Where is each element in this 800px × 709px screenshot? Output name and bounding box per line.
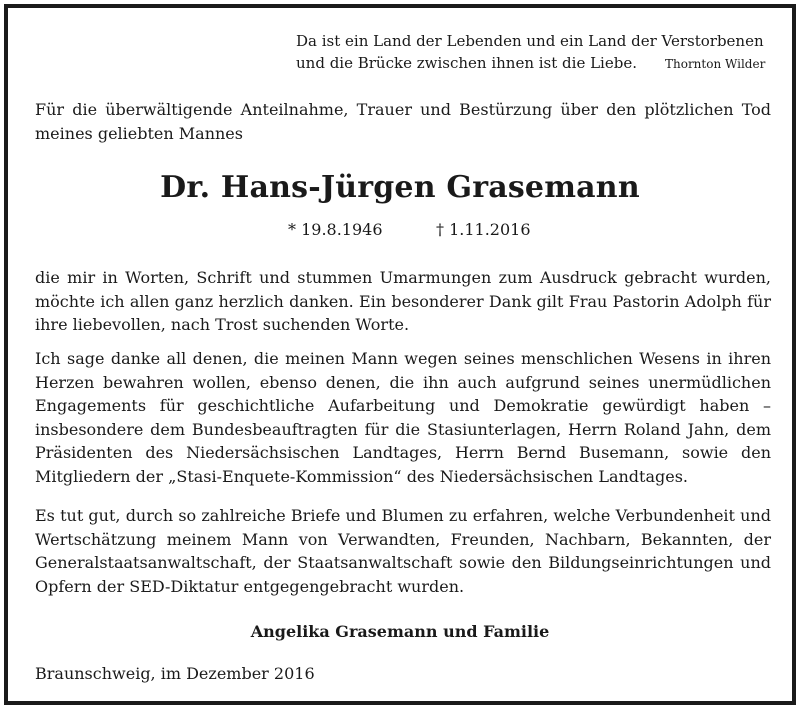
birth-date: * 19.8.1946 bbox=[288, 220, 383, 239]
intro-paragraph: Für die überwältigende Anteilnahme, Trauer und Bestürzung über den plötzlichen Tod meines geliebten Mannes bbox=[35, 100, 771, 143]
quote-line-1: Da ist ein Land der Lebenden und ein Land der Verstorbenen bbox=[296, 32, 764, 50]
death-date: † 1.11.2016 bbox=[436, 220, 531, 239]
place-date: Braunschweig, im Dezember 2016 bbox=[35, 664, 315, 683]
deceased-name: Dr. Hans-Jürgen Grasemann bbox=[160, 170, 640, 205]
acknowledgement-paragraph: Ich sage danke all denen, die meinen Mann wegen seines menschlichen Wesens in ihren Herzen bewahren wollen, ebenso denen, die ihn auch aufgrund seines unermüdlichen Engagements für geschichtliche Aufarbeitung und Demokratie gewürdigt haben – insbesondere dem Bundesbeauftragten für die Stasiunterlagen, Herrn Roland Jahn, dem Präsidenten des Niedersächsischen Landtages, Herrn Bernd Busemann, sowie den Mitgliedern der „Stasi-Enquete-Kommission“ des Niedersächsischen Landtages. bbox=[35, 349, 771, 486]
quote-author: Thornton Wilder bbox=[664, 57, 766, 71]
quote-line-2-text: und die Brücke zwischen ihnen ist die Liebe. bbox=[296, 54, 637, 72]
notice-frame bbox=[4, 4, 796, 705]
thanks-paragraph: die mir in Worten, Schrift und stummen Umarmungen zum Ausdruck gebracht wurden, möchte ich allen ganz herzlich danken. Ein besonderer Dank gilt Frau Pastorin Adolph für ihre liebevollen, nach Trost suchenden Worte. bbox=[35, 268, 771, 335]
signature: Angelika Grasemann und Familie bbox=[250, 622, 550, 641]
condolences-paragraph: Es tut gut, durch so zahlreiche Briefe und Blumen zu erfahren, welche Verbundenheit und Wertschätzung meinem Mann von Verwandten, Freunden, Nachbarn, Bekannten, der Generalstaatsanwaltschaft, der Staatsanwaltschaft sowie den Bildungseinrichtungen und Opfern der SED-Diktatur entgegengebracht wurden. bbox=[35, 506, 771, 596]
quote-line-2 bbox=[296, 52, 766, 75]
epigraph-quote bbox=[296, 30, 766, 75]
